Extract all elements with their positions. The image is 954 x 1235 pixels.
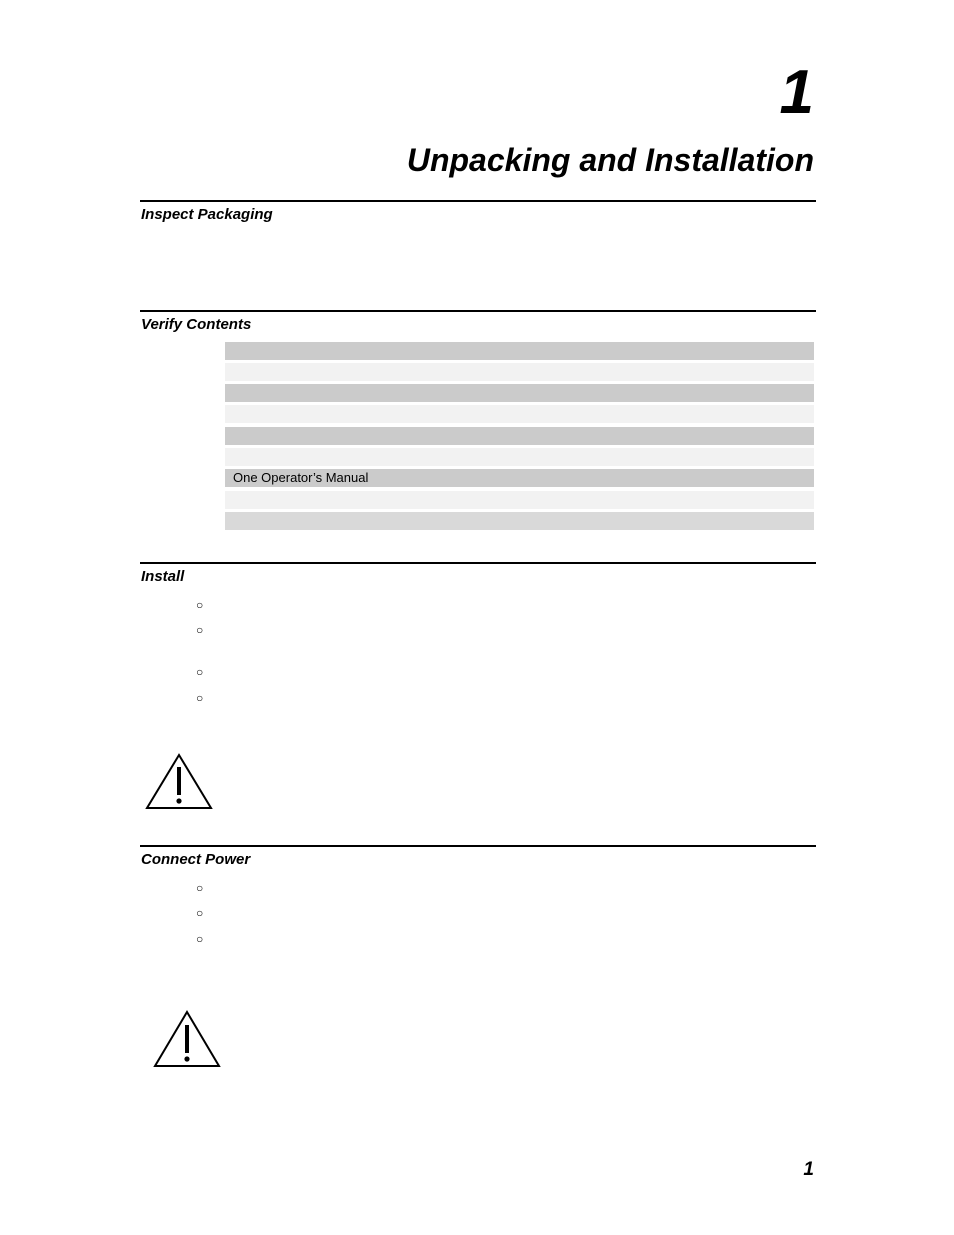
- list-bullet: ○: [196, 932, 204, 946]
- section-heading-connect-power: Connect Power: [141, 851, 251, 868]
- section-heading-inspect-packaging: Inspect Packaging: [141, 206, 273, 223]
- list-bullet: ○: [196, 906, 204, 920]
- section-divider: [140, 310, 816, 312]
- section-divider: [140, 562, 816, 564]
- chapter-title: Unpacking and Installation: [406, 142, 814, 178]
- section-heading-install: Install: [141, 568, 185, 585]
- table-row: [225, 342, 814, 360]
- table-row: [225, 512, 814, 530]
- list-bullet: ○: [196, 881, 204, 895]
- chapter-number: 1: [779, 58, 814, 127]
- page-number: 1: [803, 1159, 814, 1180]
- list-bullet: ○: [196, 691, 204, 705]
- section-divider: [140, 845, 816, 847]
- table-row: [225, 363, 814, 381]
- list-bullet: ○: [196, 598, 204, 612]
- table-row: [225, 448, 814, 466]
- table-row: [225, 491, 814, 509]
- table-row: [225, 405, 814, 423]
- table-row: [225, 384, 814, 402]
- list-bullet: ○: [196, 665, 204, 679]
- table-row: [225, 427, 814, 445]
- warning-triangle-icon: [145, 752, 213, 810]
- table-row: One Operator’s Manual: [225, 469, 814, 487]
- list-bullet: ○: [196, 623, 204, 637]
- warning-triangle-icon: [153, 1009, 221, 1069]
- section-heading-verify-contents: Verify Contents: [141, 316, 252, 333]
- section-divider: [140, 200, 816, 202]
